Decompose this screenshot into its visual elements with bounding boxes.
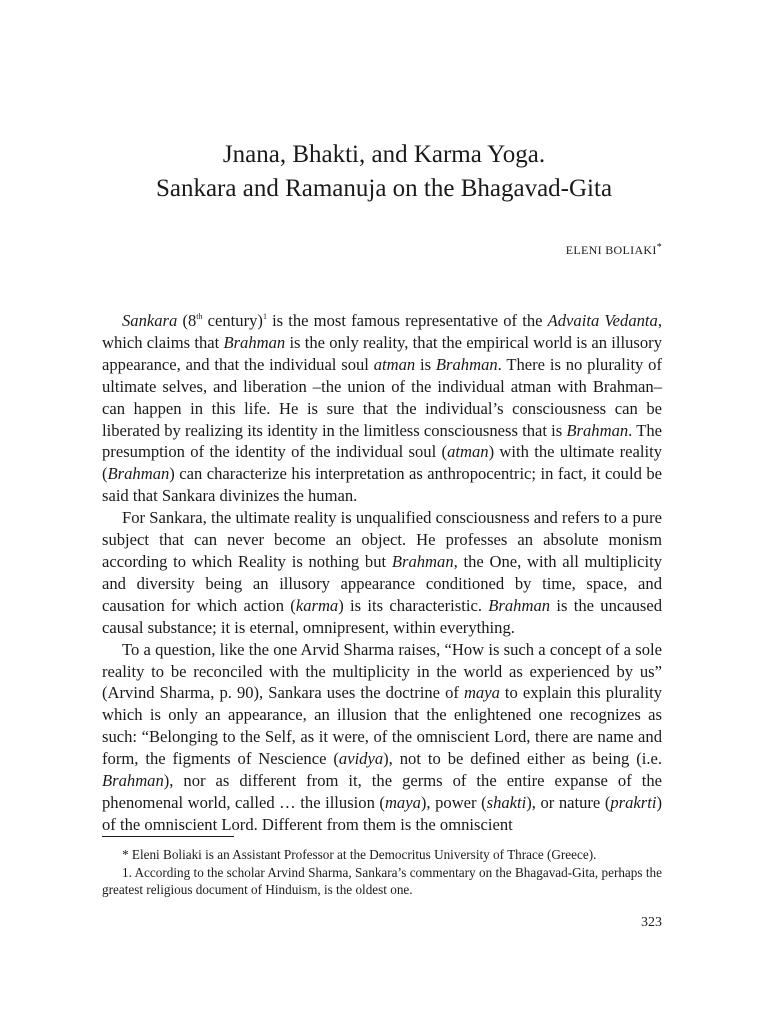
italic-term: maya	[384, 792, 421, 812]
italic-term: prakrti	[610, 792, 657, 812]
italic-term: atman	[447, 442, 489, 462]
italic-term: shakti	[486, 792, 527, 812]
article-body	[102, 310, 662, 836]
author-byline	[566, 242, 662, 258]
text-run: For Sankara, the ultimate reality is unqualified consciousness and refers to a pure subject that can never become an object. He professes an absolute monism according to which Reality is nothing but	[102, 508, 662, 571]
author-footnote-mark: *	[656, 242, 662, 253]
text-run: To a question, like the one Arvid Sharma raises, “How is such a concept of a sole reality to be reconciled with the multiplicity in the world as experienced by us” (Arvind Sharma, p. 90), Sankara uses the doctrine of	[102, 639, 662, 703]
italic-term: karma	[295, 595, 339, 615]
page-number: 323	[641, 915, 662, 930]
text-run: , which claims that	[102, 311, 662, 352]
italic-term: avidya	[338, 749, 384, 769]
text-run: ), nor as different from it, the germs of the entire expanse of the phenomenal world, called … the illusion (	[102, 771, 662, 812]
italic-term: atman	[373, 354, 416, 374]
author-name: ELENI BOLIAKI	[565, 243, 657, 257]
text-run: ) is its characteristic.	[338, 595, 489, 615]
italic-term: Brahman	[391, 551, 454, 571]
text-run: is	[415, 354, 436, 374]
superscript: th	[196, 312, 203, 321]
footnote-divider	[102, 836, 234, 837]
paragraph-1	[102, 310, 662, 507]
text-run: ) with the ultimate reality (	[102, 442, 662, 484]
italic-term: Brahman	[223, 332, 286, 352]
text-run: ), or nature (	[526, 792, 611, 812]
italic-term: Brahman	[107, 464, 170, 484]
text-run: . The presumption of the identity of the individual soul (	[102, 420, 662, 462]
italic-term: Sankara	[122, 311, 178, 330]
footnotes	[102, 846, 662, 899]
italic-term: Brahman	[102, 771, 164, 791]
italic-term: Brahman	[566, 420, 629, 440]
text-run: . There is no plurality of ultimate selves, and liberation –the union of the individual atman with Brahman– can happen in this life. He is sure that the individual’s consciousness can be liberated by realizing its identity in the limitless consciousness that is	[102, 354, 662, 440]
italic-term: maya	[463, 683, 500, 703]
paragraph-2	[102, 507, 662, 638]
text-run: to explain this plurality which is only an appearance, an illusion that the enlightened one recognizes as such: “Belonging to the Self, as it were, of the omniscient Lord, there are name and form, the figments of Nescience (	[102, 683, 662, 769]
footnote-author: * Eleni Boliaki is an Assistant Professor at the Democritus University of Thrace (Greece).	[122, 847, 597, 862]
superscript: 1	[262, 312, 267, 321]
text-run: century)	[202, 311, 263, 330]
text-run: is the uncaused causal substance; it is eternal, omnipresent, within everything.	[102, 595, 663, 637]
title-line-2: Sankara and Ramanuja on the Bhagavad-Gita	[155, 175, 613, 202]
footnote-1: 1. According to the scholar Arvind Sharma, Sankara’s commentary on the Bhagavad-Gita, perhaps the greatest religious document of Hinduism, is the oldest one.	[102, 864, 662, 897]
text-run: is the only reality, that the empirical world is an illusory appearance, and that the individual soul	[102, 332, 663, 374]
text-run: ) can characterize his interpretation as anthropocentric; in fact, it could be said that Sankara divinizes the human.	[102, 464, 662, 506]
text-run: ), not to be defined either as being (i.e.	[383, 749, 663, 769]
italic-term: Advaita Vedanta	[547, 311, 658, 330]
italic-term: Brahman	[488, 595, 551, 615]
title-line-1: Jnana, Bhakti, and Karma Yoga.	[222, 141, 546, 168]
article-title	[0, 138, 768, 206]
text-run: is the most famous representative of the	[266, 311, 548, 330]
text-run: , the One, with all multiplicity and diversity being an illusory appearance conditioned by time, space, and causation for which action (	[102, 551, 662, 615]
italic-term: Brahman	[435, 354, 498, 374]
text-run: (8	[177, 311, 197, 330]
text-run: ) of the omniscient Lord. Different from them is the omniscient	[102, 792, 662, 834]
paragraph-3	[102, 639, 662, 836]
text-run: ), power (	[420, 792, 487, 812]
